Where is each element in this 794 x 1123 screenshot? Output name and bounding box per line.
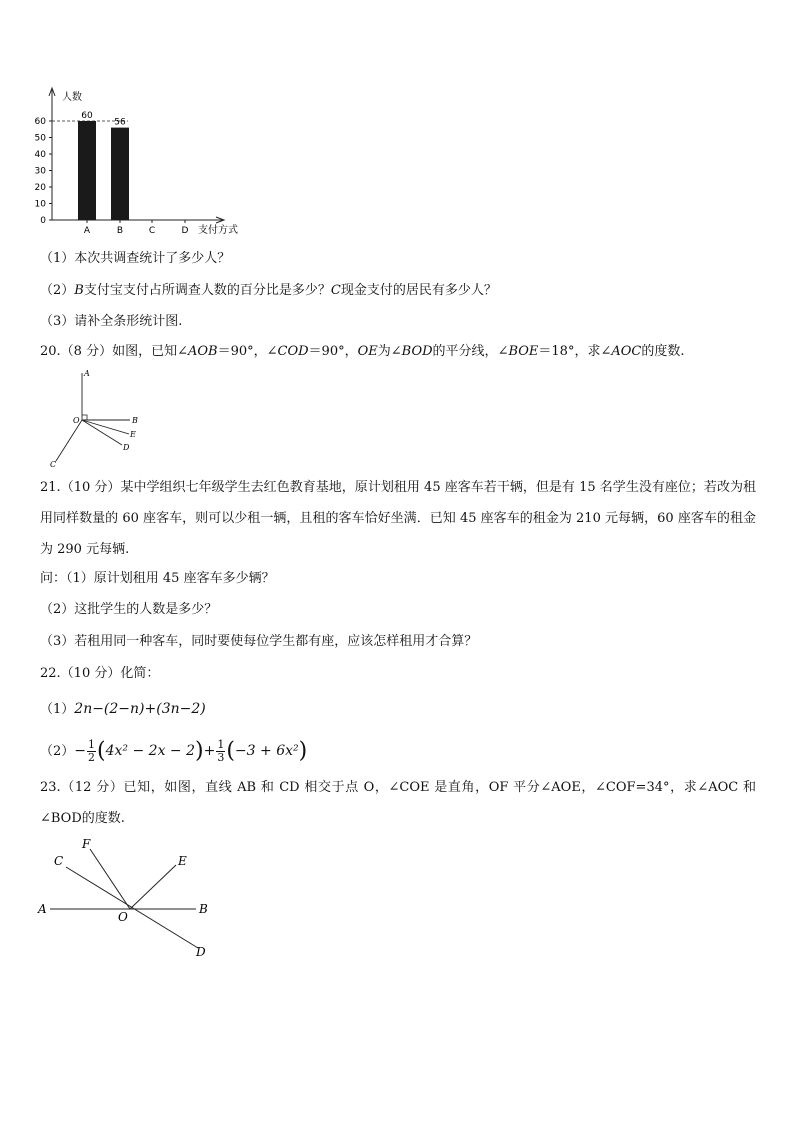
q21-part3: （3）若租用同一种客车，同时要使每位学生都有座，应该怎样租用才合算？ [40, 634, 478, 649]
x-axis-label: 支付方式 [198, 225, 238, 236]
label-c: C [54, 854, 64, 868]
data-label-A: 60 [81, 111, 93, 121]
q22-part1: （1）2n−(2−n)+(3n−2) [40, 701, 206, 717]
q22-header: 22.（10 分）化简： [40, 666, 160, 681]
right-angle-mark [82, 415, 87, 420]
x-tick-label-A: A [83, 226, 91, 236]
q19-part1: （1）本次共调查统计了多少人？ [40, 251, 231, 266]
label-e: E [130, 430, 136, 439]
y-tick-label: 10 [34, 199, 46, 210]
q23-body: 23.（12 分）已知，如图，直线 AB 和 CD 相交于点 O，∠COE 是直角，OF 平分∠AOE，∠COF=34°，求∠AOC 和∠BOD的度数. [40, 780, 756, 826]
y-tick-label: 60 [34, 117, 46, 127]
label-f: F [82, 837, 91, 851]
y-tick-label: 0 [40, 216, 46, 226]
ray-oe [130, 865, 176, 909]
ray-od [82, 420, 122, 445]
fraction-one-third: $\frac{1}{3}$ [217, 738, 225, 764]
x-tick-label-B: B [116, 226, 124, 236]
q21-part2: （2）这批学生的人数是多少？ [40, 602, 218, 617]
label-c: C [50, 460, 57, 469]
label-a: A [38, 902, 47, 916]
ray-of [90, 849, 130, 909]
label-e: E [178, 854, 187, 868]
q21-part1: 问：（1）原计划租用 45 座客车多少辆？ [40, 571, 275, 586]
ray-oc [56, 420, 82, 461]
ray-oe [82, 420, 129, 434]
label-o: O [118, 910, 128, 924]
label-a: A [84, 369, 90, 378]
y-axis-label: 人数 [62, 92, 82, 103]
label-o: O [73, 416, 80, 425]
y-tick-label: 30 [34, 166, 46, 177]
q21-body: 21.（10 分）某中学组织七年级学生去红色教育基地，原计划租用 45 座客车若干辆，但是有 15 名学生没有座位；若改为租用同样数量的 60 座客车，则可以少租一辆，且租的客车恰好坐满．已知 45 座客车的租金为 210 元每辆，60 座客车的租金为 290 元每辆. [40, 480, 756, 557]
q20-text: 20.（8 分）如图，已知∠AOB＝90°，∠COD＝90°，OE为∠BOD的平分线，∠BOE＝18°，求∠AOC的度数. [40, 344, 685, 359]
y-tick-label: 20 [34, 183, 46, 193]
x-tick-label-D: D [181, 226, 189, 236]
y-tick-label: 50 [34, 133, 46, 144]
bar-A [78, 121, 96, 220]
label-d: D [123, 443, 130, 452]
label-d: D [196, 945, 206, 959]
q22-part2: （2）− $\frac{1}{2}$ (4x² − 2x − 2)+ $\frac{1}{3}$ (−3 + 6x²) [40, 738, 308, 764]
y-tick-label: 40 [34, 150, 46, 160]
q20-figure [42, 365, 152, 473]
label-b: B [132, 416, 138, 425]
bar-B [111, 128, 129, 220]
bar-chart [30, 78, 260, 240]
q19-part3: （3）请补全条形统计图. [40, 314, 183, 329]
x-tick-label-C: C [148, 226, 156, 236]
fraction-one-half: $\frac{1}{2}$ [88, 738, 96, 764]
data-label-B: 56 [114, 117, 126, 128]
q23-figure [36, 835, 214, 959]
q19-part2: （2）B支付宝支付占所调查人数的百分比是多少？C现金支付的居民有多少人？ [40, 283, 497, 298]
label-b: B [199, 902, 208, 916]
